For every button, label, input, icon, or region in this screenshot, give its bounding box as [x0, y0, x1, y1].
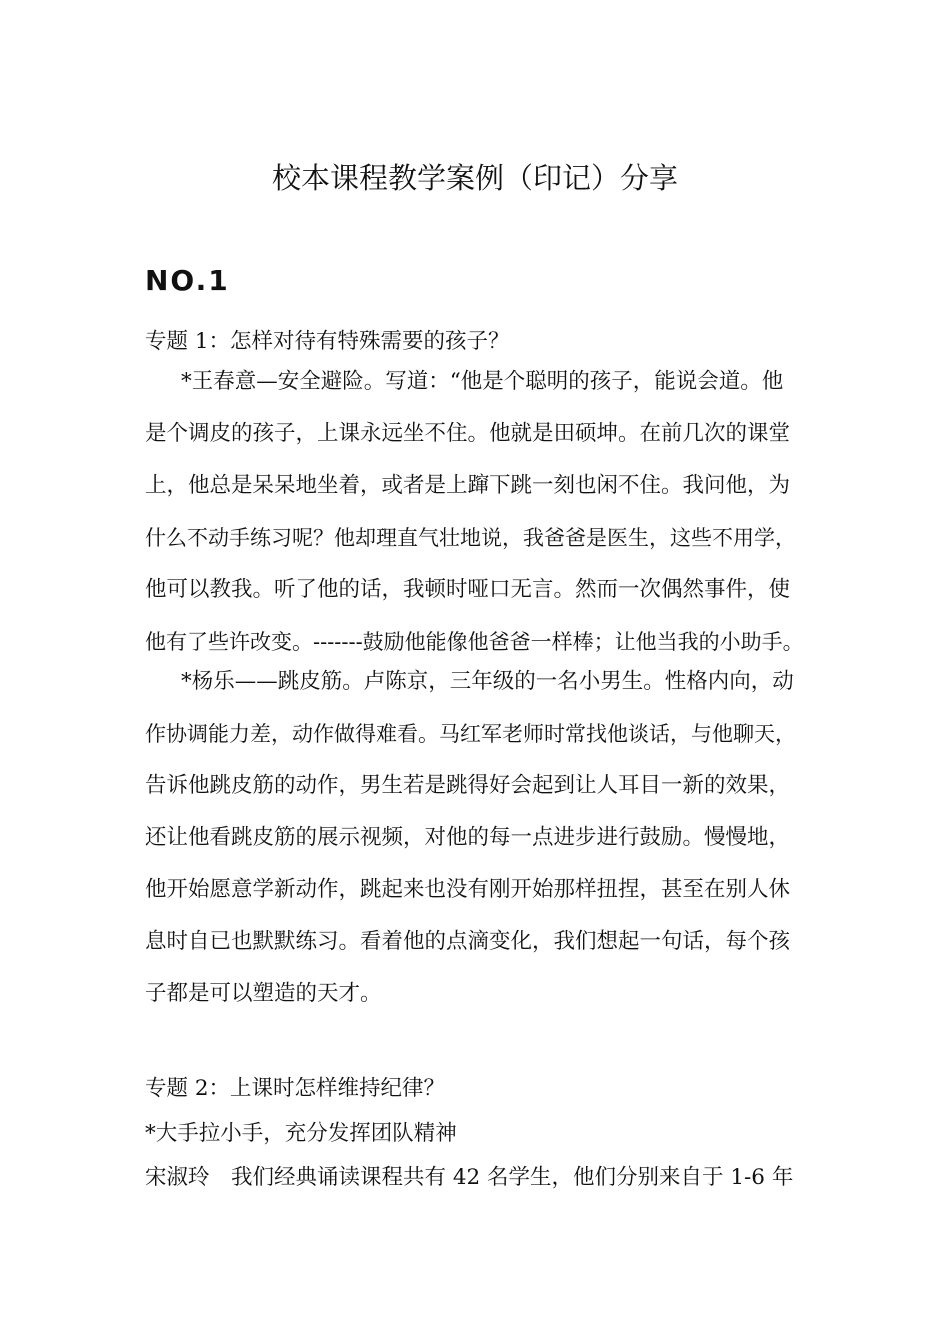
document-title: 校本课程教学案例（印记）分享	[271, 161, 678, 195]
paragraph-line: 他开始愿意学新动作，跳起来也没有刚开始那样扭捏，甚至在别人休	[145, 877, 791, 902]
paragraph-line: *王春意—安全避险。写道：“他是个聪明的孩子，能说会道。他	[181, 369, 784, 394]
paragraph-line: 是个调皮的孩子，上课永远坐不住。他就是田硕坤。在前几次的课堂	[145, 421, 791, 446]
topic-2-heading: 专题 2：上课时怎样维持纪律？	[145, 1076, 446, 1101]
paragraph-line: 什么不动手练习呢？他却理直气壮地说，我爸爸是医生，这些不用学，	[145, 526, 796, 550]
paragraph-line: 息时自已也默默练习。看着他的点滴变化，我们想起一句话，每个孩	[145, 929, 791, 954]
paragraph-2	[145, 656, 807, 1020]
paragraph-line: 他可以教我。听了他的话，我顿时哑口无言。然而一次偶然事件，使	[145, 577, 791, 602]
paragraph-line: *杨乐——跳皮筋。卢陈京，三年级的一名小男生。性格内向，动	[181, 669, 794, 694]
paragraph-line: 作协调能力差，动作做得难看。马红军老师时常找他谈话，与他聊天，	[145, 722, 796, 746]
topic-1-heading: 专题 1：怎样对待有特殊需要的孩子？	[145, 329, 510, 354]
topic-2-subheading: *大手拉小手，充分发挥团队精神	[145, 1121, 457, 1146]
paragraph-line: 告诉他跳皮筋的动作，男生若是跳得好会起到让人耳目一新的效果，	[145, 773, 791, 798]
paragraph-line: 还让他看跳皮筋的展示视频，对他的每一点进步进行鼓励。慢慢地，	[145, 825, 791, 850]
paragraph-line: 宋淑玲 我们经典诵读课程共有 42 名学生，他们分别来自于 1-6 年	[145, 1165, 794, 1190]
paragraph-line: 他有了些许改变。-------鼓励他能像他爸爸一样棒；让他当我的小助手。	[145, 630, 804, 654]
section-heading: NO.1	[145, 264, 230, 297]
paragraph-1	[145, 356, 807, 668]
paragraph-line: 子都是可以塑造的天才。	[145, 981, 382, 1006]
paragraph-3	[145, 1152, 807, 1204]
paragraph-line: 上，他总是呆呆地坐着，或者是上蹿下跳一刻也闲不住。我问他，为	[145, 473, 791, 498]
